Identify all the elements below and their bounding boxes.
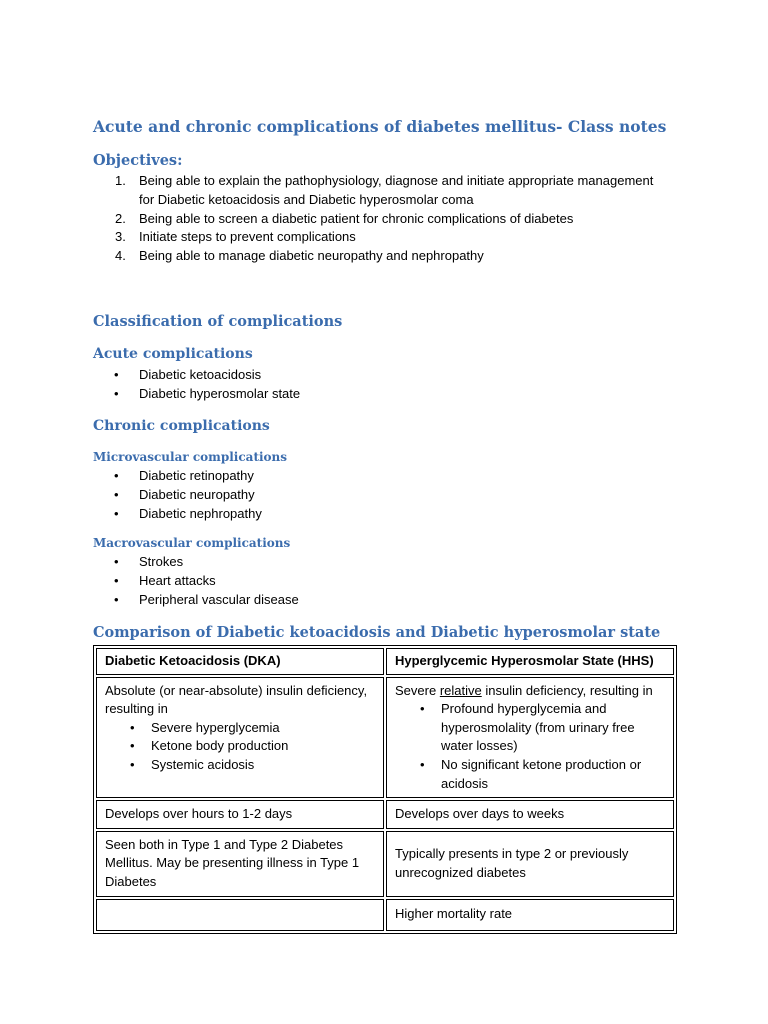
hhs-column-header: Hyperglycemic Hyperosmolar State (HHS)	[386, 648, 674, 675]
hhs-insulin-cell	[386, 677, 674, 799]
table-row	[96, 831, 674, 897]
hhs-effects-list	[395, 700, 665, 793]
dka-population-cell: Seen both in Type 1 and Type 2 Diabetes Mellitus. May be presenting illness in Type 1 Diabetes	[96, 831, 384, 897]
list-item: 3. Initiate steps to prevent complications	[115, 229, 356, 245]
dka-insulin-cell	[96, 677, 384, 799]
dka-mortality-cell	[96, 899, 384, 931]
list-item: • Profound hyperglycemia and hyperosmolality (from urinary free water losses)	[395, 700, 665, 756]
chronic-complications-heading: Chronic complications	[93, 418, 270, 434]
acute-complications-list	[110, 366, 510, 404]
table-row	[96, 648, 674, 675]
macrovascular-heading: Macrovascular complications	[93, 536, 291, 550]
list-item: • Heart attacks	[110, 572, 510, 591]
list-item: • Diabetic nephropathy	[110, 505, 510, 524]
document-title: Acute and chronic complications of diabetes mellitus- Class notes	[93, 117, 667, 136]
list-item: • No significant ketone production or acidosis	[395, 756, 665, 793]
objectives-list	[110, 172, 670, 266]
dka-column-header: Diabetic Ketoacidosis (DKA)	[96, 648, 384, 675]
list-item: • Diabetic hyperosmolar state	[110, 385, 510, 404]
list-item: • Diabetic ketoacidosis	[110, 366, 510, 385]
table-row	[96, 899, 674, 931]
cell-text: Absolute (or near-absolute) insulin deficiency, resulting in	[105, 682, 368, 717]
objectives-heading: Objectives:	[93, 152, 183, 169]
comparison-heading: Comparison of Diabetic ketoacidosis and Diabetic hyperosmolar state	[93, 624, 661, 641]
list-item: • Diabetic retinopathy	[110, 467, 510, 486]
list-item: • Systemic acidosis	[105, 756, 375, 775]
list-item: 2. Being able to screen a diabetic patient for chronic complications of diabetes	[115, 210, 574, 226]
list-item: • Diabetic neuropathy	[110, 486, 510, 505]
microvascular-heading: Microvascular complications	[93, 450, 288, 464]
table-row	[96, 677, 674, 799]
comparison-table	[93, 645, 677, 934]
macrovascular-list	[110, 553, 510, 609]
list-item: • Severe hyperglycemia	[105, 719, 375, 738]
list-item: 4. Being able to manage diabetic neuropathy and nephropathy	[115, 248, 484, 264]
list-item: 1. Being able to explain the pathophysiology, diagnose and initiate appropriate management for Diabetic ketoacidosis and Diabetic hyperosmolar coma	[115, 173, 654, 207]
dka-effects-list	[105, 719, 375, 775]
list-item: • Strokes	[110, 553, 510, 572]
acute-complications-heading: Acute complications	[93, 346, 253, 362]
hhs-mortality-cell: Higher mortality rate	[386, 899, 674, 931]
cell-text: Severe relative insulin deficiency, resulting in	[395, 682, 653, 698]
table-row	[96, 800, 674, 829]
classification-heading: Classification of complications	[93, 313, 343, 330]
hhs-population-cell: Typically presents in type 2 or previously unrecognized diabetes	[386, 831, 674, 897]
microvascular-list	[110, 467, 510, 523]
list-item: • Peripheral vascular disease	[110, 591, 510, 610]
dka-onset-cell: Develops over hours to 1-2 days	[96, 800, 384, 829]
hhs-onset-cell: Develops over days to weeks	[386, 800, 674, 829]
underlined-word: relative	[439, 682, 482, 698]
list-item: • Ketone body production	[105, 737, 375, 756]
